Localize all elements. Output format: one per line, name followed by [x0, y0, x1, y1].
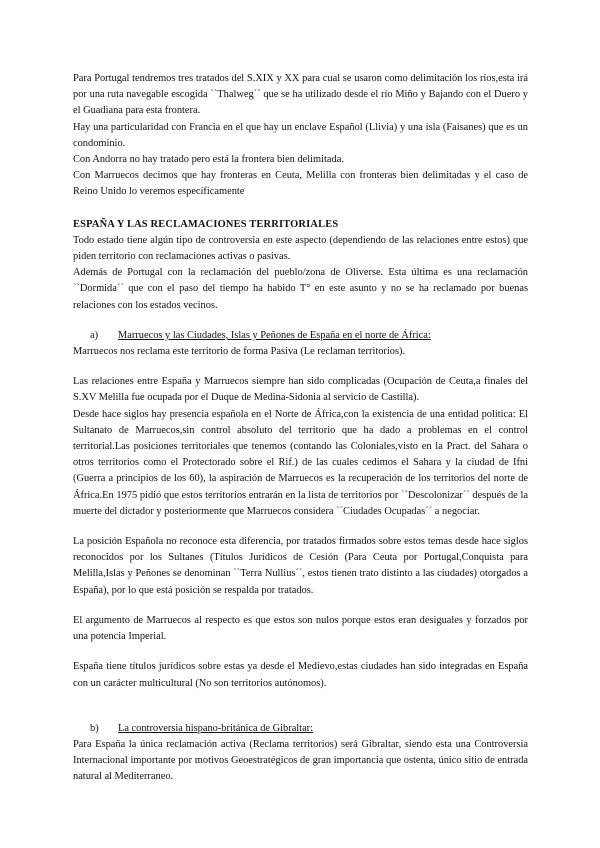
section-heading: ESPAÑA Y LAS RECLAMACIONES TERRITORIALES — [73, 218, 339, 230]
subsection-b-title: La controversia hispano-británica de Gibraltar: — [118, 722, 314, 734]
subsection-a-marker: a) — [90, 329, 99, 341]
section-paragraph-controversia: Todo estado tiene algún tipo de controversia en este aspecto (dependiendo de las relaciones entre estos) que piden territorio con reclamaciones activas o pasivas. — [73, 234, 528, 263]
subsection-b-heading — [73, 721, 528, 737]
subsection-a-paragraph-2: Las relaciones entre España y Marruecos siempre han sido complicadas (Ocupación de Ceuta,a finales del S.XV Melilla fue ocupada por el Duque de Medina-Sidonia al servicio de Castilla). — [73, 376, 528, 404]
intro-paragraph-francia: Hay una particularidad con Francia en el que hay un enclave Español (Llivia) y una isla (Faisanes) que es un condominio. — [73, 121, 528, 149]
subsection-b-marker: b) — [90, 722, 99, 734]
subsection-a-paragraph-1: Marruecos nos reclama este territorio de forma Pasiva (Le reclaman territorios). — [73, 346, 406, 358]
subsection-a-paragraph-6: España tiene títulos jurídicos sobre estas ya desde el Medievo,estas ciudades han sido integradas en España con un carácter multicultural (No son territorios autónomos). — [73, 661, 528, 689]
document-page — [73, 71, 528, 786]
intro-paragraph-andorra: Con Andorra no hay tratado pero está la frontera bien delimitada. — [73, 154, 344, 166]
subsection-a-heading — [73, 328, 528, 344]
subsection-a-title: Marruecos y las Ciudades, Islas y Peñones de España en el norte de África: — [118, 329, 431, 341]
subsection-a-paragraph-3: Desde hace siglos hay presencia española en el Norte de África,con la existencia de una entidad política: El Sultanato de Marruecos,sin control absoluto del territorio que ha dado a problemas en el control territorial.Las posiciones territoriales que tenemos (contando las Coloniales,visto en la Pract. del Sahara o otros territorios como el Protectorado sobre el Rif.) de las cuales cedimos el Sahara y la ciudad de Ifni (Guerra a principios de los 60), la aspiración de Marruecos es la recuperación de los territorios del norte de África.En 1975 pidió que estos territorios entrarán en la lista de territorios por ``Descolonizar´´ después de la muerte del dictador y posteriormente que Marruecos considera ``Ciudades Ocupadas´´ a negociar. — [73, 408, 528, 517]
subsection-b-paragraph-1: Para España la única reclamación activa (Reclama territorios) será Gibraltar, siendo esta una Controversia Internacional importante por motivos Geoestratégicos de gran importancia que ostenta, único sitio de entrada natural al Mediterraneo. — [73, 738, 528, 783]
intro-paragraph-portugal: Para Portugal tendremos tres tratados del S.XIX y XX para cual se usaron como delimitación los ríos,esta irá por una ruta navegable escogida ``Thalweg´´ que se ha utilizado desde el río Miño y Bajando con el Duero y el Guadiana para esta frontera. — [73, 73, 528, 117]
intro-paragraph-marruecos: Con Marruecos decimos que hay fronteras en Ceuta, Melilla con fronteras bien delimitadas y el caso de Reino Unido lo veremos específicamente — [73, 170, 528, 198]
subsection-a-paragraph-4: La posición Española no reconoce esta diferencia, por tratados firmados sobre estos temas desde hace siglos reconocidos por los Sultanes (Títulos Jurídicos de Cesión (Para Ceuta por Portugal,Conquista para Melilla,Islas y Peñones se denominan ``Terra Nullius´´, estos tienen trato distinto a las ciudades) otorgados a España), por lo que está posición se respalda por tratados. — [73, 536, 528, 596]
section-paragraph-oliverse: Además de Portugal con la reclamación del pueblo/zona de Oliverse. Esta última es una reclamación ``Dormida´´ que con el paso del tiempo ha habido T° en este asunto y no se ha reclamado por buenas relaciones con los estados vecinos. — [73, 267, 528, 311]
subsection-a-paragraph-5: El argumento de Marruecos al respecto es que estos son nulos porque estos eran desiguales y forzados por una potencia Imperial. — [73, 614, 528, 643]
